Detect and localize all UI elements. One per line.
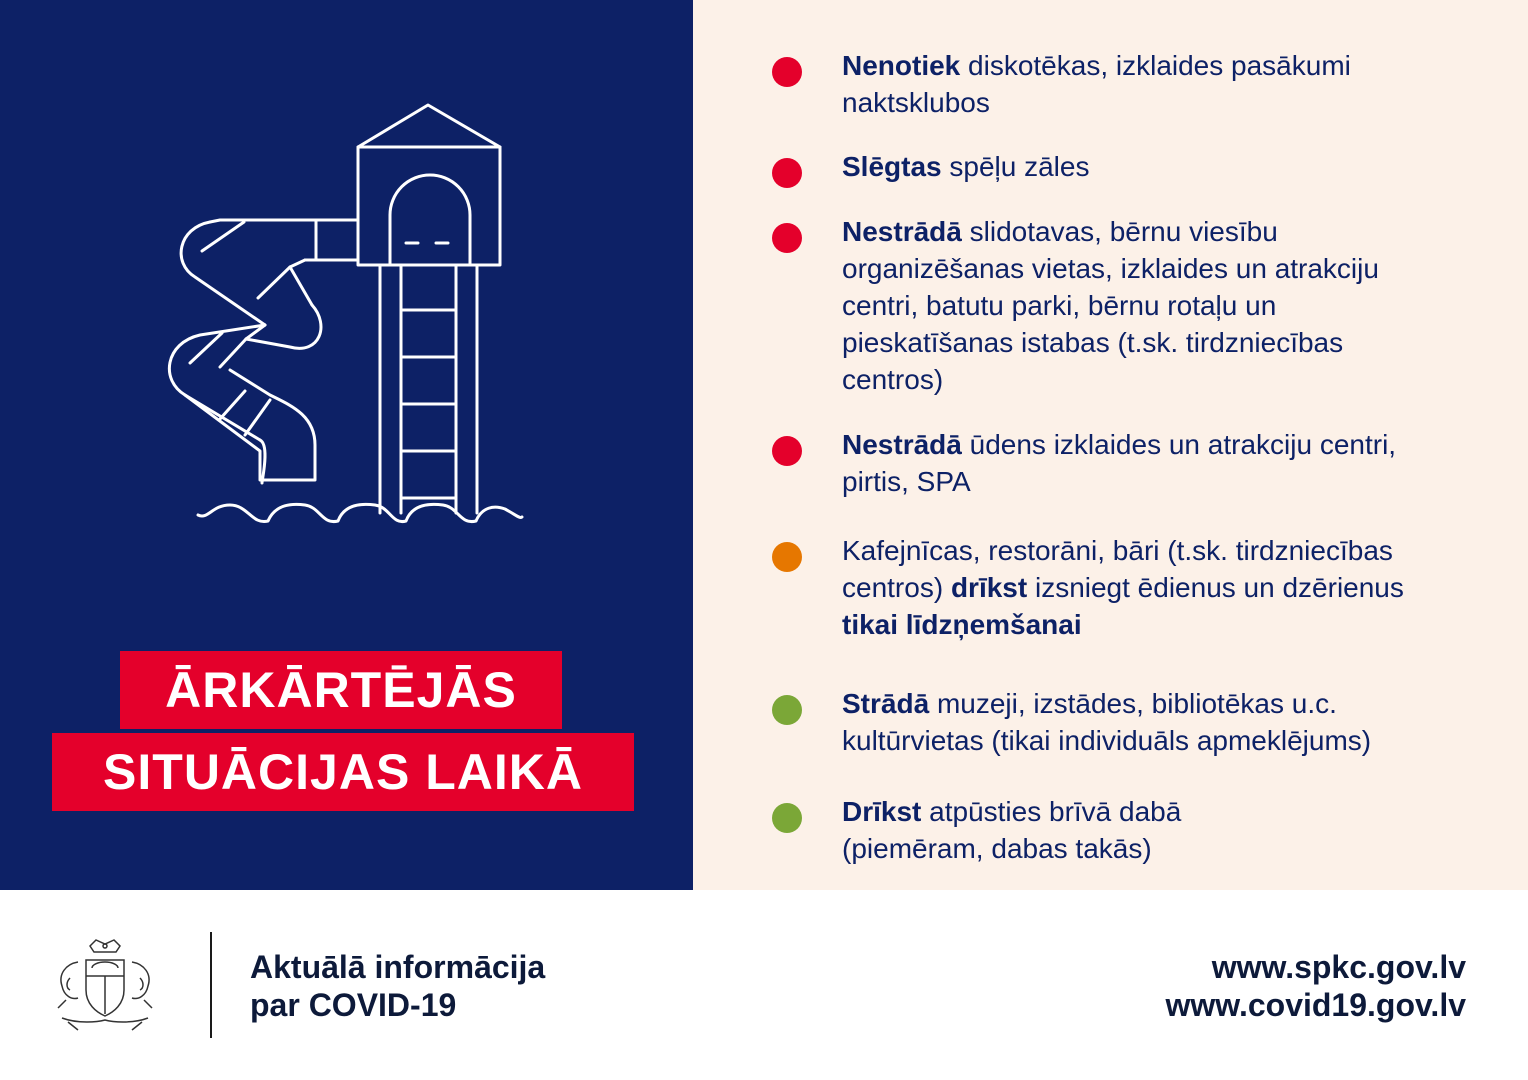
rule-keyword: Drīkst: [842, 796, 922, 827]
rule-line: centros): [842, 572, 944, 603]
rule-text: [842, 426, 1502, 500]
status-dot-orange: [772, 542, 802, 572]
status-dot-red: [772, 158, 802, 188]
rule-text: [842, 532, 1502, 643]
rule-line: pirtis, SPA: [842, 466, 971, 497]
rule-line: (piemēram, dabas takās): [842, 833, 1152, 864]
rule-keyword: Slēgtas: [842, 151, 942, 182]
rule-line: kultūrvietas (tikai individuāls apmeklējums): [842, 725, 1372, 756]
rule-keyword: Nenotiek: [842, 50, 961, 81]
headline-line-1: ĀRKĀRTĒJĀS: [120, 651, 562, 729]
rule-text: [842, 685, 1502, 759]
footer-info-line: Aktuālā informācija: [250, 949, 546, 985]
latvia-coat-of-arms-icon: [48, 938, 163, 1033]
rule-line: centri, batutu parki, bērnu rotaļu un: [842, 290, 1277, 321]
rule-keyword: drīkst: [950, 572, 1028, 603]
footer-divider: [210, 932, 212, 1038]
status-dot-red: [772, 436, 802, 466]
rule-line: diskotēkas, izklaides pasākumi: [968, 50, 1351, 81]
rule-keyword: Nestrādā: [842, 216, 962, 247]
spkc-link[interactable]: www.spkc.gov.lv: [1211, 949, 1466, 985]
rule-line: ūdens izklaides un atrakciju centri,: [969, 429, 1397, 460]
rule-keyword: tikai līdzņemšanai: [842, 609, 1082, 640]
footer: [0, 890, 1528, 1080]
rule-text: [842, 148, 1502, 185]
status-dot-red: [772, 223, 802, 253]
rule-line: izsniegt ēdienus un dzērienus: [1034, 572, 1404, 603]
covid19-link[interactable]: www.covid19.gov.lv: [1165, 987, 1466, 1023]
footer-info-line: par COVID-19: [250, 987, 457, 1023]
rule-keyword: Nestrādā: [842, 429, 962, 460]
footer-links: [1165, 948, 1466, 1024]
headline-line-2: SITUĀCIJAS LAIKĀ: [52, 733, 634, 811]
playground-slide-tower-icon: [150, 95, 540, 545]
rule-text: [842, 47, 1502, 121]
rule-line: atpūsties brīvā dabā: [929, 796, 1182, 827]
footer-info: [250, 948, 545, 1024]
rule-text: [842, 793, 1502, 867]
rule-line: centros): [842, 364, 944, 395]
rule-line: pieskatīšanas istabas (t.sk. tirdzniecības: [842, 327, 1344, 358]
rule-text: [842, 213, 1502, 398]
left-panel: [0, 0, 693, 890]
rule-line: Kafejnīcas, restorāni, bāri (t.sk. tirdzniecības: [842, 535, 1393, 566]
rule-keyword: Strādā: [842, 688, 930, 719]
rule-line: spēļu zāles: [949, 151, 1090, 182]
status-dot-green: [772, 803, 802, 833]
rule-line: muzeji, izstādes, bibliotēkas u.c.: [936, 688, 1337, 719]
status-dot-red: [772, 57, 802, 87]
rule-line: organizēšanas vietas, izklaides un atrakciju: [842, 253, 1379, 284]
rule-line: naktsklubos: [842, 87, 990, 118]
status-dot-green: [772, 695, 802, 725]
rule-line: slidotavas, bērnu viesību: [969, 216, 1278, 247]
